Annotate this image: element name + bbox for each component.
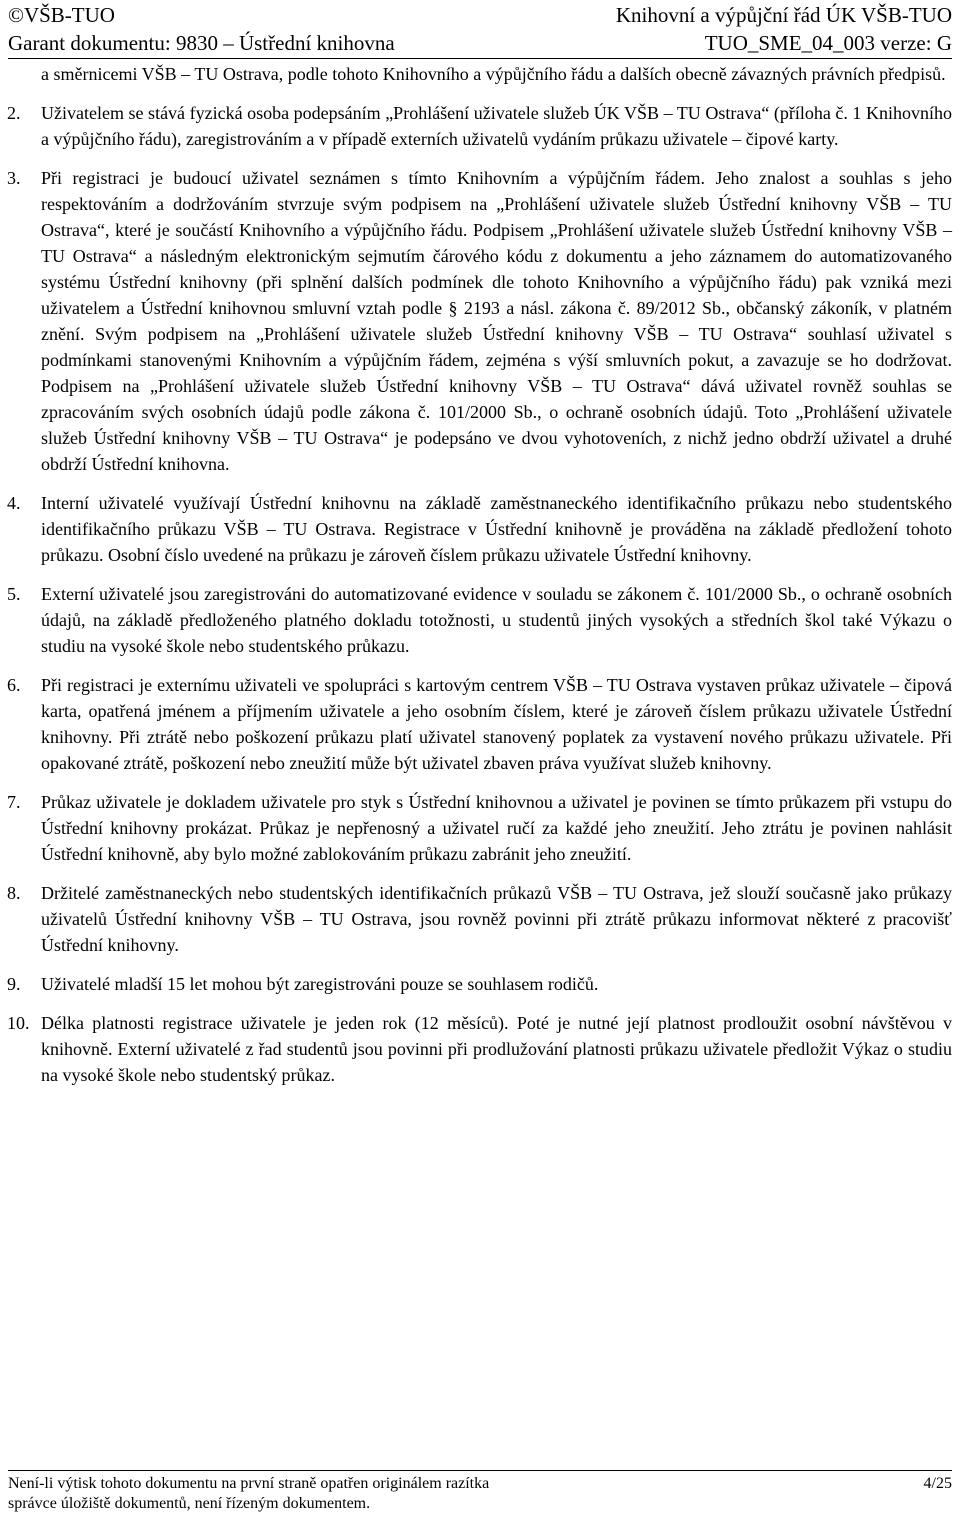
page-number: 4/25 [923, 1475, 952, 1492]
item-text: Uživatelem se stává fyzická osoba podepsáním „Prohlášení uživatele služeb ÚK VŠB – TU Ostrava“ (příloha č. 1 Knihovního a výpůjčního řádu), zaregistrováním a v případě externích uživatelů vydáním průkazu uživatele – čipové karty. [41, 103, 952, 149]
item-number: 5. [7, 584, 21, 604]
item-text: Při registraci je externímu uživateli ve spolupráci s kartovým centrem VŠB – TU Ostrava vystaven průkaz uživatele – čipová karta, opatřená jménem a příjmením uživatele a jeho osobním číslem, které je zároveň číslem průkazu uživatele Ústřední knihovny. Při ztrátě nebo poškození průkazu platí uživatel stanovený poplatek za vystavení nového průkazu uživatele. Při opakované ztrátě, poškození nebo zneužití může být uživatel zbaven práva využívat služeb knihovny. [41, 675, 952, 773]
list-item-2 [7, 100, 952, 152]
list-item-4 [7, 490, 952, 568]
document-body [7, 61, 952, 1088]
list-item-5 [7, 581, 952, 659]
page-footer-second-line [8, 1494, 952, 1514]
list-item-6 [7, 672, 952, 776]
header-document-code: TUO_SME_04_003 verze: G [704, 31, 952, 55]
item-number: 8. [7, 883, 21, 903]
item-number: 6. [7, 675, 21, 695]
header-divider [8, 58, 952, 59]
item-text: Délka platnosti registrace uživatele je jeden rok (12 měsíců). Poté je nutné její platnost prodloužit osobní návštěvou v knihovně. Externí uživatelé z řad studentů jsou povinni při prodlužování platnosti průkazu uživatele předložit Výkaz o studiu na vysoké škole nebo studentský průkaz. [41, 1013, 952, 1085]
list-item-7 [7, 789, 952, 867]
item-number: 9. [7, 974, 21, 994]
item-number: 3. [7, 168, 21, 188]
item-text: Interní uživatelé využívají Ústřední knihovnu na základě zaměstnaneckého identifikačního průkazu nebo studentského identifikačního průkazu VŠB – TU Ostrava. Registrace v Ústřední knihovně je prováděna na základě předložení tohoto průkazu. Osobní číslo uvedené na průkazu je zároveň číslem průkazu uživatele Ústřední knihovny. [41, 493, 952, 565]
intro-paragraph: a směrnicemi VŠB – TU Ostrava, podle tohoto Knihovního a výpůjčního řádu a dalších obecně závazných právních předpisů. [41, 64, 946, 84]
header-copyright: ©VŠB-TUO [8, 3, 115, 27]
item-text: Externí uživatelé jsou zaregistrováni do automatizované evidence v souladu se zákonem č. 101/2000 Sb., o ochraně osobních údajů, na základě předloženého platného dokladu totožnosti, u studentů jiných vysokých a středních škol také Výkazu o studiu na vysoké škole nebo studentského průkazu. [41, 584, 952, 656]
item-text: Při registraci je budoucí uživatel seznámen s tímto Knihovním a výpůjčním řádem. Jeho znalost a souhlas s jeho respektováním a dodržováním stvrzuje svým podpisem na „Prohlášení uživatele služeb Ústřední knihovny VŠB – TU Ostrava“, které je součástí Knihovního a výpůjčního řádu. Podpisem „Prohlášení uživatele služeb Ústřední knihovny VŠB – TU Ostrava“ a následným elektronickým sejmutím čárového kódu z dokumentu a jeho záznamem do automatizovaného systému Ústřední knihovny (při splnění dalších podmínek dle tohoto Knihovního a výpůjčního řádu) pak vzniká mezi uživatelem a Ústřední knihovnou smluvní vztah podle § 2193 a násl. zákona č. 89/2012 Sb., občanský zákoník, v platném znění. Svým podpisem na „Prohlášení uživatele služeb Ústřední knihovny VŠB – TU Ostrava“ souhlasí uživatel s podmínkami stanovenými Knihovním a výpůjčním řádem, zejména s výší smluvních pokut, a zavazuje se ho dodržovat. Podpisem na „Prohlášení uživatele služeb Ústřední knihovny VŠB – TU Ostrava“ dává uživatel rovněž souhlas se zpracováním svých osobních údajů podle zákona č. 101/2000 Sb., o ochraně osobních údajů. Toto „Prohlášení uživatele služeb Ústřední knihovny VŠB – TU Ostrava“ je podepsáno ve dvou vyhotoveních, z nichž jedno obdrží uživatel a druhé obdrží Ústřední knihovna. [41, 168, 952, 474]
item-text: Držitelé zaměstnaneckých nebo studentských identifikačních průkazů VŠB – TU Ostrava, jež slouží současně jako průkazy uživatelů Ústřední knihovny VŠB – TU Ostrava, jsou rovněž povinni při ztrátě průkazu informovat některé z pracovišť Ústřední knihovny. [41, 883, 952, 955]
page-header-bottom [8, 30, 952, 56]
footer-divider [8, 1470, 952, 1471]
list-item-8 [7, 880, 952, 958]
item-number: 4. [7, 493, 21, 513]
footer-disclaimer-line1: Není-li výtisk tohoto dokumentu na první straně opatřen originálem razítka [8, 1475, 490, 1492]
item-text: Průkaz uživatele je dokladem uživatele pro styk s Ústřední knihovnou a uživatel je povinen se tímto průkazem při vstupu do Ústřední knihovny prokázat. Průkaz je nepřenosný a uživatel ručí za každé jeho zneužití. Jeho ztrátu je povinen nahlásit Ústřední knihovně, aby bylo možné zablokováním průkazu zabránit jeho zneužití. [41, 792, 952, 864]
list-item-9 [7, 971, 952, 997]
item-number: 2. [7, 103, 21, 123]
item-number: 7. [7, 792, 21, 812]
item-number: 10. [7, 1013, 30, 1033]
page-header-top [8, 2, 952, 28]
item-text: Uživatelé mladší 15 let mohou být zaregistrováni pouze se souhlasem rodičů. [41, 974, 599, 994]
page-footer [8, 1474, 952, 1494]
list-item-10 [7, 1010, 952, 1088]
footer-disclaimer-line2: správce úložiště dokumentů, není řízeným dokumentem. [8, 1495, 371, 1512]
list-item-3 [7, 165, 952, 477]
header-guarantor: Garant dokumentu: 9830 – Ústřední knihovna [8, 31, 395, 55]
header-document-title: Knihovní a výpůjční řád ÚK VŠB-TUO [615, 3, 952, 27]
